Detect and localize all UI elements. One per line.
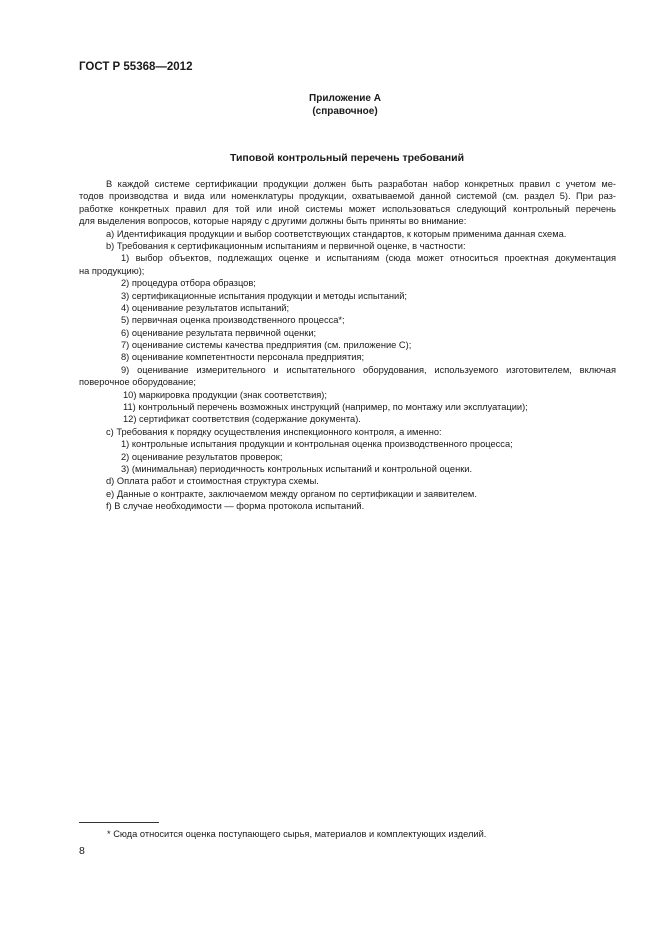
document-header: ГОСТ Р 55368—2012 — [79, 61, 193, 73]
sub-item-b8: 8) оценивание компетентности персонала предприятия; — [121, 352, 365, 363]
paragraph-line: работке конкретных правил для той или иной системы может использоваться следующий контрольный перечень — [79, 203, 616, 214]
annex-title: Приложение А — [309, 93, 381, 104]
sub-item-b4: 4) оценивание результатов испытаний; — [121, 302, 290, 313]
sub-item-b9-cont: поверочное оборудование; — [79, 377, 197, 388]
list-item-e: e) Данные о контракте, заключаемом между органом по сертификации и заявителем. — [106, 488, 477, 499]
list-item-c: c) Требования к порядку осуществления инспекционного контроля, а именно: — [106, 426, 442, 437]
sub-item-b3: 3) сертификационные испытания продукции и методы испытаний; — [121, 290, 408, 301]
page-number: 8 — [79, 845, 85, 857]
annex-subtitle: (справочное) — [312, 106, 378, 117]
list-item-b: b) Требования к сертификационным испытаниям и первичной оценке, в частности: — [106, 240, 466, 251]
annex-heading — [300, 92, 390, 118]
sub-item-b1: 1) выбор объектов, подлежащих оценке и испытаниям (сюда может относиться проектная документация — [121, 253, 616, 264]
footnote-divider — [79, 822, 159, 823]
list-item-d: d) Оплата работ и стоимостная структура схемы. — [106, 476, 319, 487]
footnote: * Сюда относится оценка поступающего сырья, материалов и комплектующих изделий. — [107, 829, 487, 839]
sub-item-c3: 3) (минимальная) периодичность контрольных испытаний и контрольной оценки. — [121, 463, 473, 474]
paragraph-line: В каждой системе сертификации продукции должен быть разработан набор конкретных правил с учетом ме- — [106, 179, 616, 189]
sub-item-b10: 10) маркировка продукции (знак соответствия); — [123, 389, 327, 400]
list-item-a: a) Идентификация продукции и выбор соответствующих стандартов, к которым применима данная схема. — [106, 228, 567, 239]
sub-item-b1-cont: на продукцию); — [79, 265, 145, 276]
sub-item-c1: 1) контрольные испытания продукции и контрольная оценка производственного процесса; — [121, 439, 513, 450]
sub-item-b6: 6) оценивание результата первичной оценки; — [121, 327, 317, 338]
sub-item-b12: 12) сертификат соответствия (содержание документа). — [123, 414, 361, 425]
sub-item-c2: 2) оценивание результатов проверок; — [121, 451, 283, 462]
paragraph-line: тодов производства и вида или номенклатуры продукции, охватываемой данной системой (см. раздел 5). При раз- — [79, 191, 616, 202]
sub-item-b5: 5) первичная оценка производственного процесса*; — [121, 315, 345, 326]
section-title: Типовой контрольный перечень требований — [229, 152, 465, 164]
sub-item-b2: 2) процедура отбора образцов; — [121, 278, 256, 289]
list-item-f: f) В случае необходимости — форма протокола испытаний. — [106, 501, 365, 512]
paragraph-line: для выделения вопросов, которые наряду с другими должны быть приняты во внимание: — [79, 216, 467, 227]
sub-item-b11: 11) контрольный перечень возможных инструкций (например, по монтажу или эксплуатации); — [123, 402, 528, 413]
body-text — [79, 178, 616, 513]
sub-item-b9: 9) оценивание измерительного и испытательного оборудования, используемого изготовителем, включая — [121, 364, 616, 375]
sub-item-b7: 7) оценивание системы качества предприятия (см. приложение С); — [121, 340, 412, 351]
